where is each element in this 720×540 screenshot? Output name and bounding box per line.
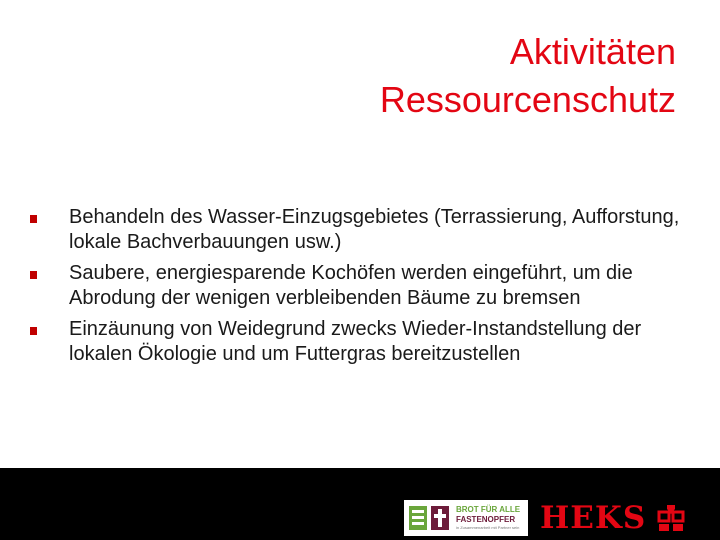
bullet-text: Saubere, energiesparende Kochöfen werden eingeführt, um die Abrodung der wenigen verbleibenden Bäume zu bremsen <box>69 262 633 309</box>
partner-name-2: FASTENOPFER <box>456 515 516 524</box>
slide-title <box>380 28 676 124</box>
bullet-square-icon <box>30 215 37 223</box>
title-line-2: Ressourcenschutz <box>379 79 676 120</box>
bullet-item <box>30 205 680 255</box>
heks-wordmark: HEKS <box>540 500 647 536</box>
partner-name-1: BROT FÜR ALLE <box>456 505 521 514</box>
bullet-item <box>30 261 680 311</box>
heks-cross-emblem-icon <box>656 503 686 533</box>
partner-logo <box>404 500 528 536</box>
bullet-list <box>30 205 680 373</box>
bullet-square-icon <box>30 271 37 279</box>
bullet-square-icon <box>30 327 37 335</box>
partner-tagline: in Zusammenarbeit mit Partner sein <box>456 525 520 530</box>
bullet-text: Behandeln des Wasser-Einzugsgebietes (Terrassierung, Aufforstung, lokale Bachverbauungen usw.) <box>69 206 680 253</box>
partner-text <box>456 505 520 531</box>
bullet-text: Einzäunung von Weidegrund zwecks Wieder-Instandstellung der lokalen Ökologie und um Futtergras bereitzustellen <box>69 318 642 365</box>
bullet-item <box>30 317 680 367</box>
heks-logo <box>540 500 686 536</box>
title-line-1: Aktivitäten <box>509 31 676 72</box>
footer-bar <box>0 468 720 540</box>
brot-fuer-alle-emblem-icon <box>408 503 452 533</box>
